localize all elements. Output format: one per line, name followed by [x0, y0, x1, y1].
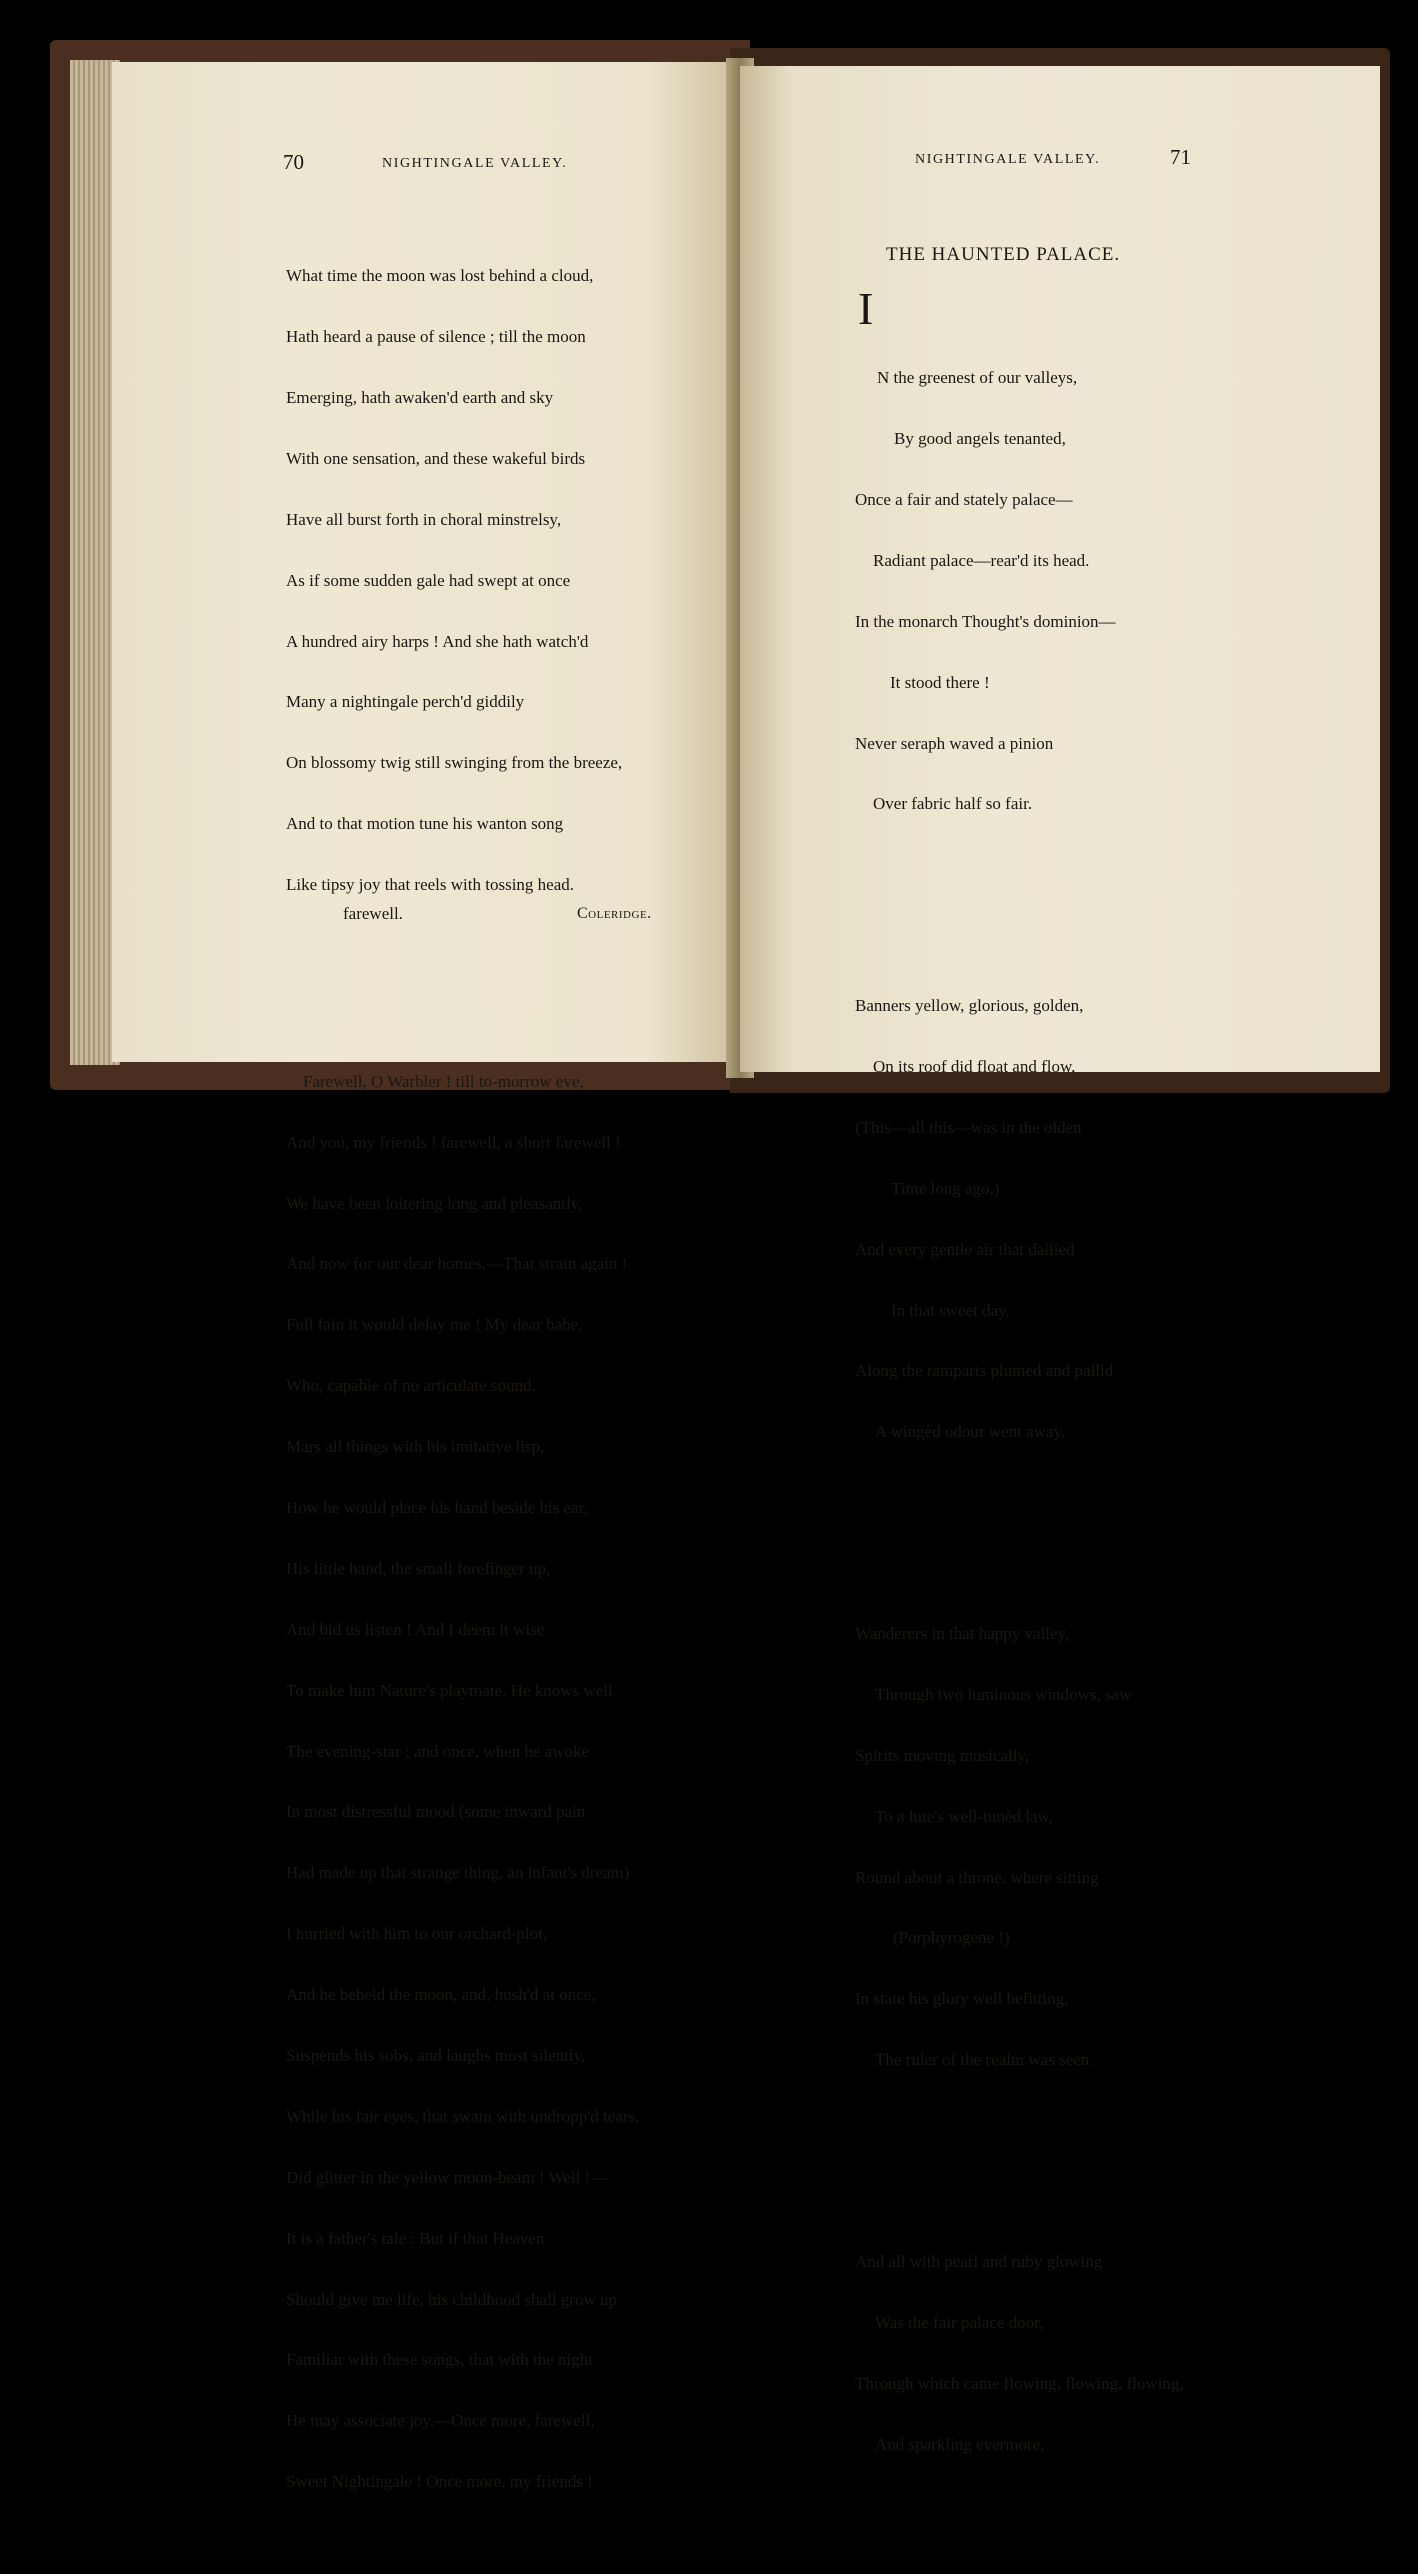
- stanza: [855, 2211, 1184, 2495]
- page-number: 70: [283, 150, 304, 174]
- poem-line: It stood there !: [890, 672, 990, 692]
- poem-line: In most distressful mood (some inward pain: [286, 1802, 586, 1822]
- poem-line: A wingèd odour went away.: [875, 1422, 1066, 1442]
- poem-line: A hundred airy harps ! And she hath watch'd: [286, 631, 589, 651]
- running-header: NIGHTINGALE VALLEY.: [915, 152, 1101, 167]
- poem-line: Time long ago,): [891, 1178, 1000, 1198]
- poem-line: What time the moon was lost behind a cloud,: [286, 266, 594, 286]
- poem-line: Hath heard a pause of silence ; till the moon: [286, 327, 586, 347]
- poem-line: Sweet Nightingale ! Once more, my friends !: [286, 2472, 593, 2492]
- poem-line: Did glitter in the yellow moon-beam ! Well !—: [286, 2167, 608, 2187]
- poem-line: And now for our dear homes.—That strain again !: [286, 1254, 628, 1274]
- poem-line: Banners yellow, glorious, golden,: [855, 996, 1084, 1016]
- poem-line: How he would place his hand beside his ear,: [286, 1498, 588, 1517]
- poem-line: In the monarch Thought's dominion—: [855, 611, 1116, 631]
- poem-body: [855, 283, 1184, 2536]
- stanza: [855, 328, 1184, 856]
- poem-line: I hurried with him to our orchard-plot,: [286, 1924, 548, 1944]
- poem-line: As if some sudden gale had swept at once: [286, 570, 571, 590]
- poem-line: Through which came flowing, flowing, flowing,: [855, 2373, 1184, 2393]
- poem-line: And every gentle air that dallied: [855, 1239, 1075, 1259]
- poem-line: Spirits moving musically,: [855, 1745, 1030, 1765]
- poem-line: To make him Nature's playmate. He knows well: [286, 1680, 613, 1700]
- poem-line: And you, my friends ! farewell, a short farewell !: [286, 1132, 621, 1152]
- poem-line: Round about a throne, where sitting: [855, 1867, 1099, 1887]
- poem-line: On blossomy twig still swinging from the breeze,: [286, 753, 623, 773]
- running-header: NIGHTINGALE VALLEY.: [382, 156, 568, 171]
- poem-line: His little hand, the small forefinger up,: [286, 1558, 551, 1578]
- poem-line: On its roof did float and flow,: [873, 1056, 1076, 1076]
- attribution: Coleridge.: [577, 905, 652, 922]
- poem-line: Emerging, hath awaken'd earth and sky: [286, 387, 554, 407]
- left-page: [112, 62, 742, 2492]
- poem-line: In that sweet day,: [891, 1300, 1010, 1320]
- stanza: [286, 226, 639, 936]
- poem-line: Have all burst forth in choral minstrelsy,: [286, 509, 562, 529]
- final-line: farewell.: [343, 904, 403, 923]
- poem-line: Never seraph waved a pinion: [855, 733, 1054, 753]
- poem-line: Many a nightingale perch'd giddily: [286, 692, 525, 712]
- poem-line: (This—all this—was in the olden: [855, 1117, 1082, 1137]
- poem-line: Along the ramparts plumed and pallid: [855, 1361, 1114, 1381]
- poem-line: Full fain it would delay me ! My dear babe,: [286, 1315, 583, 1335]
- poem-line: And he beheld the moon, and, hush'd at once,: [286, 1985, 596, 2005]
- poem-line: Mars all things with his imitative lisp,: [286, 1437, 545, 1457]
- page-number: 71: [1170, 145, 1191, 169]
- poem-line: Suspends his sobs, and laughs most silently,: [286, 2046, 586, 2066]
- poem-line: He may associate joy.—Once more, farewell,: [286, 2411, 595, 2431]
- poem-line: Was the fair palace door,: [875, 2312, 1044, 2332]
- poem-line: Once a fair and stately palace—: [855, 489, 1073, 509]
- poem-line: In state his glory well befitting,: [855, 1989, 1069, 2009]
- poem-line: Through two luminous windows, saw: [875, 1684, 1132, 1704]
- poem-line: While his fair eyes, that swam with undropp'd tears,: [286, 2106, 640, 2126]
- poem-line: Familiar with these songs, that with the night: [286, 2350, 593, 2370]
- poem-line: Over fabric half so fair.: [873, 794, 1033, 814]
- poem-line: Farewell, O Warbler ! till to-morrow eve,: [286, 1071, 584, 1091]
- poem-line: The ruler of the realm was seen.: [875, 2050, 1094, 2070]
- drop-cap: I: [858, 283, 874, 334]
- poem-line: Radiant palace—rear'd its head.: [873, 550, 1090, 570]
- poem-line: Wanderers in that happy valley,: [855, 1624, 1070, 1643]
- poem-line: N the greenest of our valleys,: [877, 368, 1078, 388]
- poem-line: Who, capable of no articulate sound,: [286, 1376, 536, 1396]
- poem-body: [286, 185, 639, 2574]
- poem-line: Like tipsy joy that reels with tossing head.: [286, 875, 575, 895]
- poem-line: We have been loitering long and pleasantly,: [286, 1193, 583, 1213]
- poem-title: THE HAUNTED PALACE.: [886, 244, 1121, 265]
- poem-line: Should give me life, his childhood shall grow up: [286, 2289, 617, 2309]
- stanza: [286, 1031, 639, 2533]
- poem-line: Had made up that strange thing, an infant's dream): [286, 1863, 630, 1883]
- right-page: [740, 66, 1380, 2454]
- poem-line: And sparkling evermore,: [875, 2434, 1045, 2454]
- poem-line: And to that motion tune his wanton song: [286, 814, 564, 834]
- poem-line: It is a father's tale : But if that Heaven: [286, 2228, 545, 2248]
- poem-line: By good angels tenanted,: [894, 429, 1066, 449]
- poem-line: With one sensation, and these wakeful birds: [286, 448, 586, 468]
- poem-line: And bid us listen ! And I deem it wise: [286, 1619, 545, 1639]
- poem-line: To a lute's well-tunèd law,: [875, 1806, 1053, 1826]
- stanza: [855, 1583, 1184, 2111]
- poem-line: The evening-star ; and once, when he awoke: [286, 1741, 590, 1761]
- poem-line: And all with pearl and ruby glowing: [855, 2251, 1103, 2271]
- poem-line: (Porphyrogene !): [893, 1928, 1010, 1948]
- stanza: [855, 956, 1184, 1484]
